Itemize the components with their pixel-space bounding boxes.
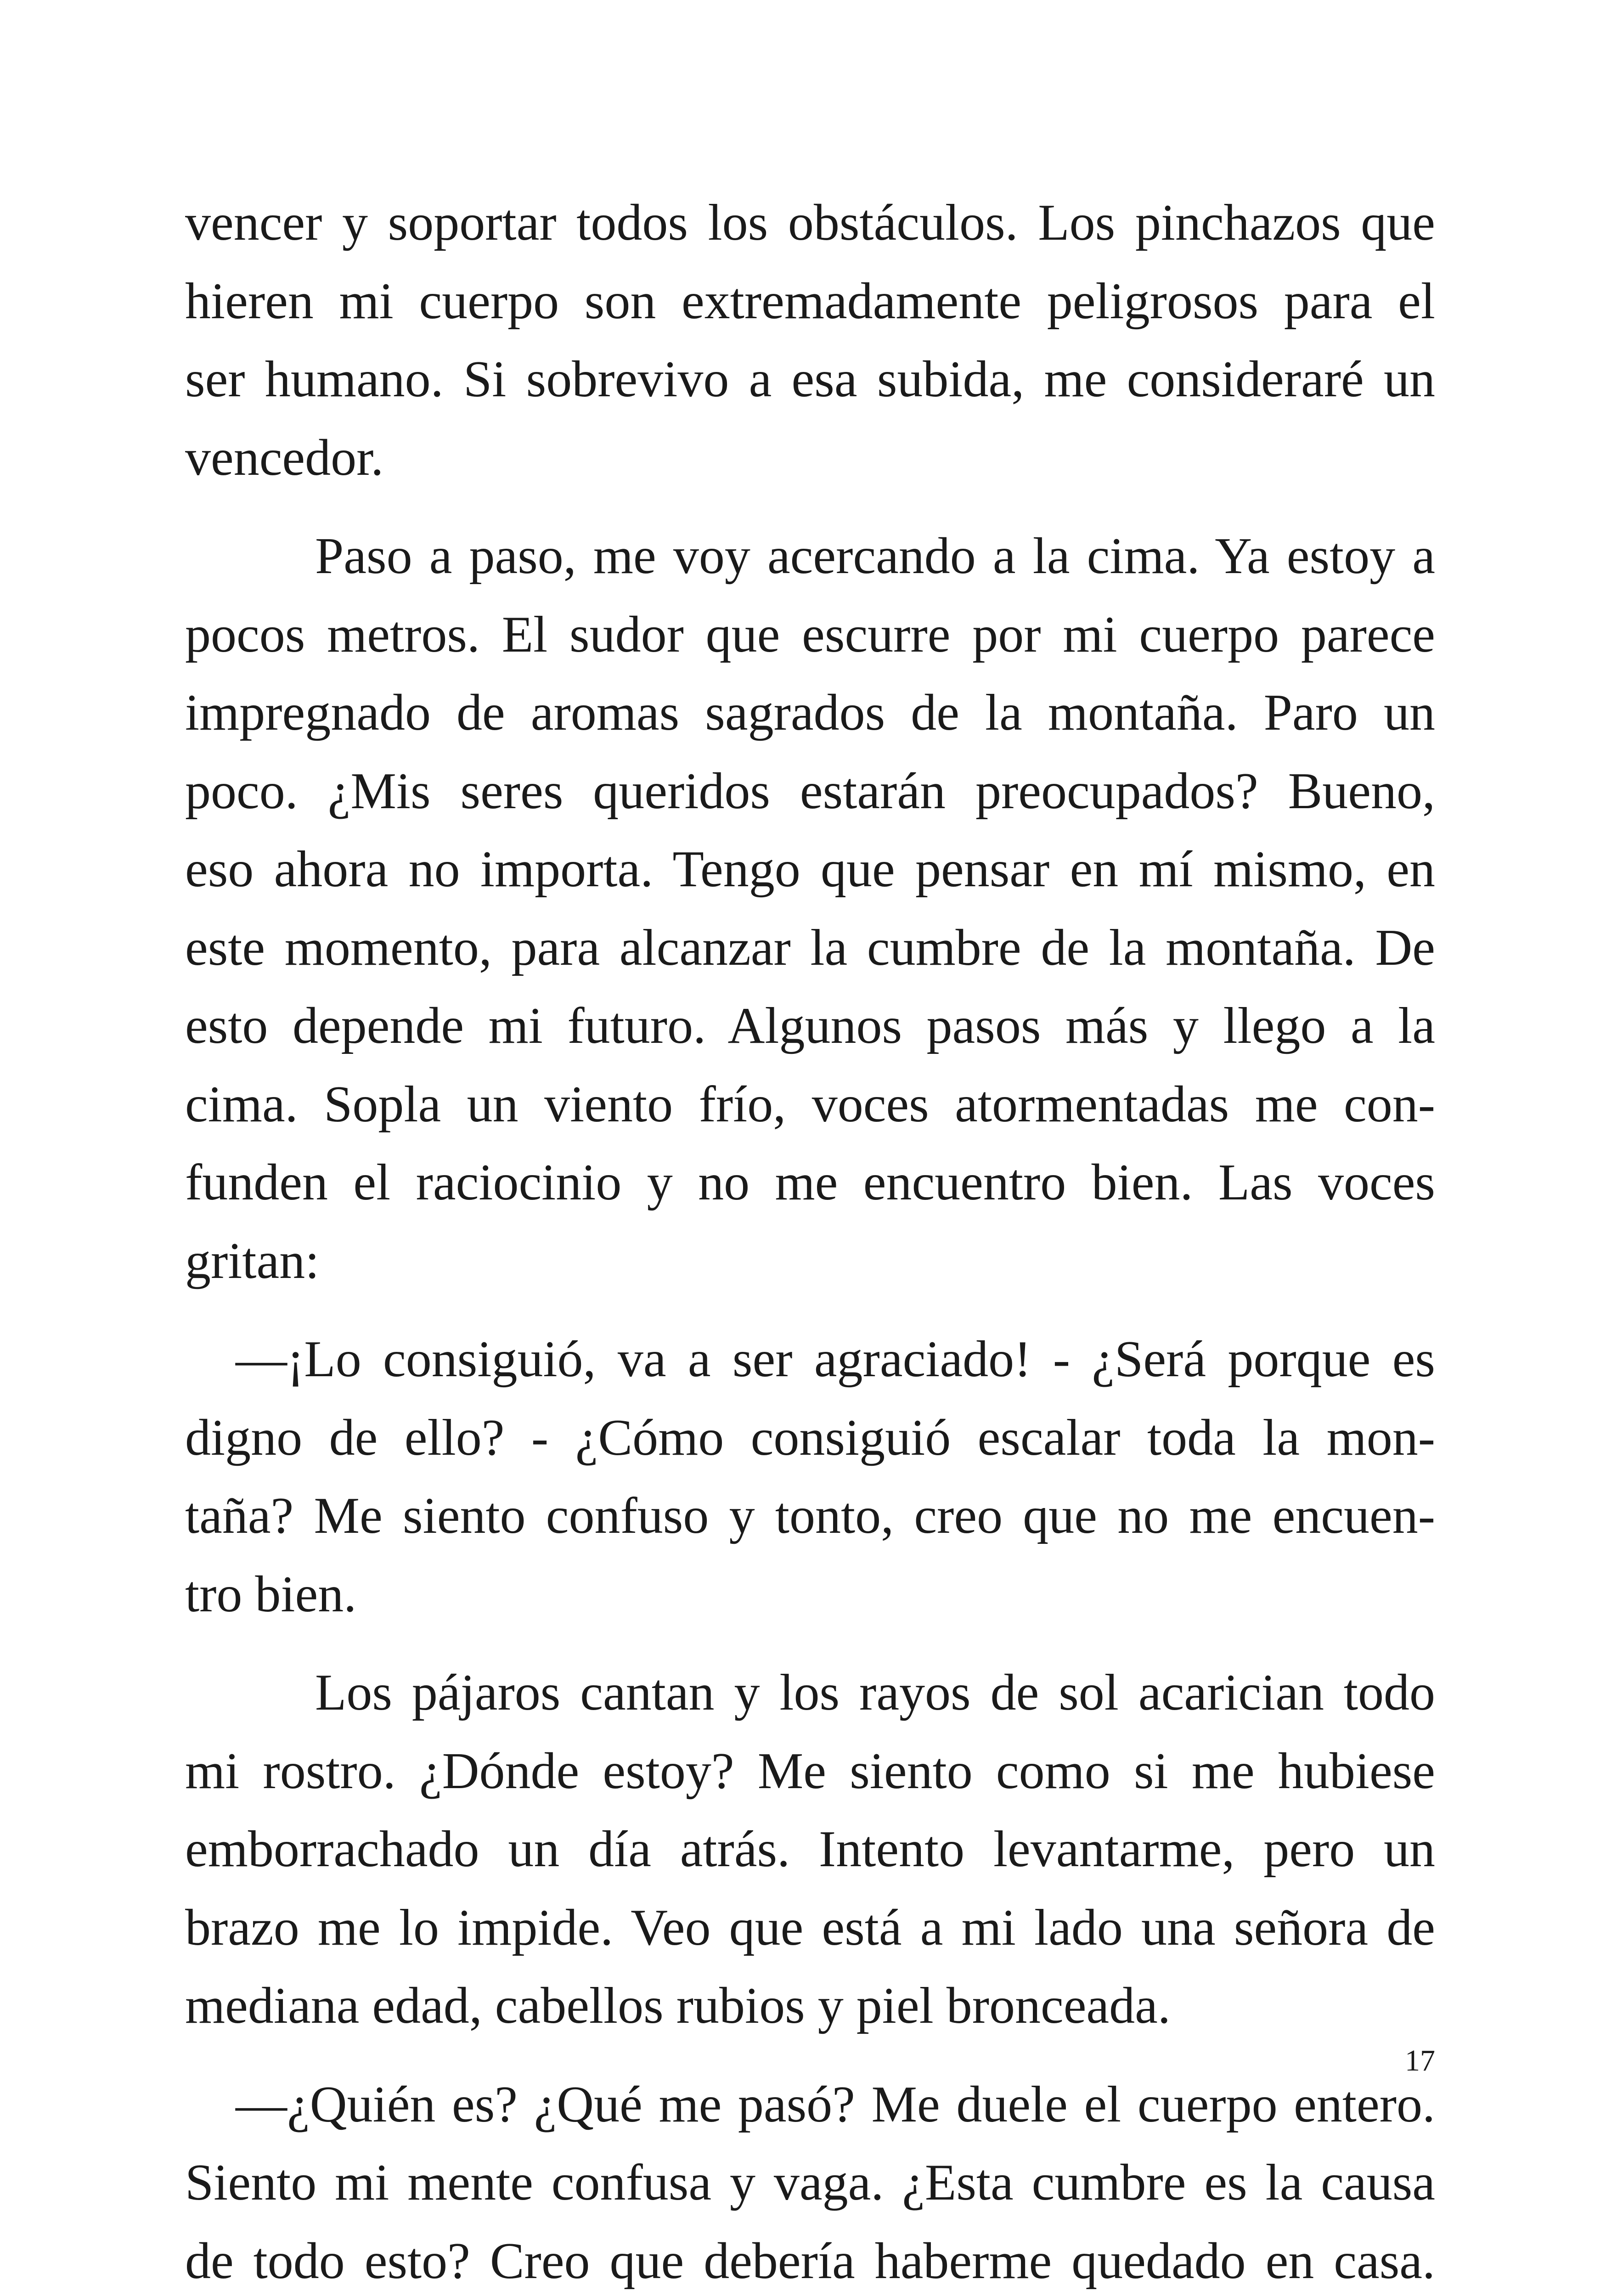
text-line: funden el raciocinio y no me encuentro bien. Las voces: [185, 1143, 1435, 1222]
paragraph: [185, 1320, 1435, 1633]
text-line: emborrachado un día atrás. Intento levantarme, pero un: [185, 1810, 1435, 1889]
page-number: 17: [1389, 2043, 1435, 2079]
paragraph: [185, 2065, 1435, 2296]
text-line: de todo esto? Creo que debería haberme quedado en casa.: [185, 2222, 1435, 2296]
text-line: pocos metros. El sudor que escurre por mi cuerpo parece: [185, 596, 1435, 674]
text-line: cima. Sopla un viento frío, voces atormentadas me con-: [185, 1065, 1435, 1144]
paragraph: [185, 517, 1435, 1300]
body-text: [185, 184, 1435, 2296]
text-line: vencer y soportar todos los obstáculos. Los pinchazos que: [185, 184, 1435, 262]
text-line: Siento mi mente confusa y vaga. ¿Esta cumbre es la causa: [185, 2144, 1435, 2222]
text-line: taña? Me siento confuso y tonto, creo que no me encuen-: [185, 1477, 1435, 1555]
text-line: impregnado de aromas sagrados de la montaña. Paro un: [185, 674, 1435, 752]
text-line: este momento, para alcanzar la cumbre de la montaña. De: [185, 909, 1435, 987]
text-line: Paso a paso, me voy acercando a la cima. Ya estoy a: [185, 517, 1435, 596]
text-line: poco. ¿Mis seres queridos estarán preocupados? Bueno,: [185, 752, 1435, 831]
text-line: brazo me lo impide. Veo que está a mi lado una señora de: [185, 1889, 1435, 1967]
text-line: —¡Lo consiguió, va a ser agraciado! - ¿Será porque es: [185, 1320, 1435, 1399]
text-line: vencedor.: [185, 419, 1435, 497]
text-line: mi rostro. ¿Dónde estoy? Me siento como si me hubiese: [185, 1732, 1435, 1811]
text-line: tro bien.: [185, 1555, 1435, 1634]
text-line: esto depende mi futuro. Algunos pasos más y llego a la: [185, 987, 1435, 1065]
text-line: hieren mi cuerpo son extremadamente peligrosos para el: [185, 262, 1435, 341]
text-line: eso ahora no importa. Tengo que pensar en mí mismo, en: [185, 830, 1435, 909]
text-line: mediana edad, cabellos rubios y piel bronceada.: [185, 1967, 1435, 2045]
paragraph: [185, 184, 1435, 497]
text-line: digno de ello? - ¿Cómo consiguió escalar toda la mon-: [185, 1399, 1435, 1477]
paragraph: [185, 1654, 1435, 2045]
text-line: —¿Quién es? ¿Qué me pasó? Me duele el cuerpo entero.: [185, 2065, 1435, 2144]
text-line: Los pájaros cantan y los rayos de sol acarician todo: [185, 1654, 1435, 1732]
text-line: ser humano. Si sobrevivo a esa subida, me consideraré un: [185, 340, 1435, 419]
text-line: gritan:: [185, 1222, 1435, 1300]
